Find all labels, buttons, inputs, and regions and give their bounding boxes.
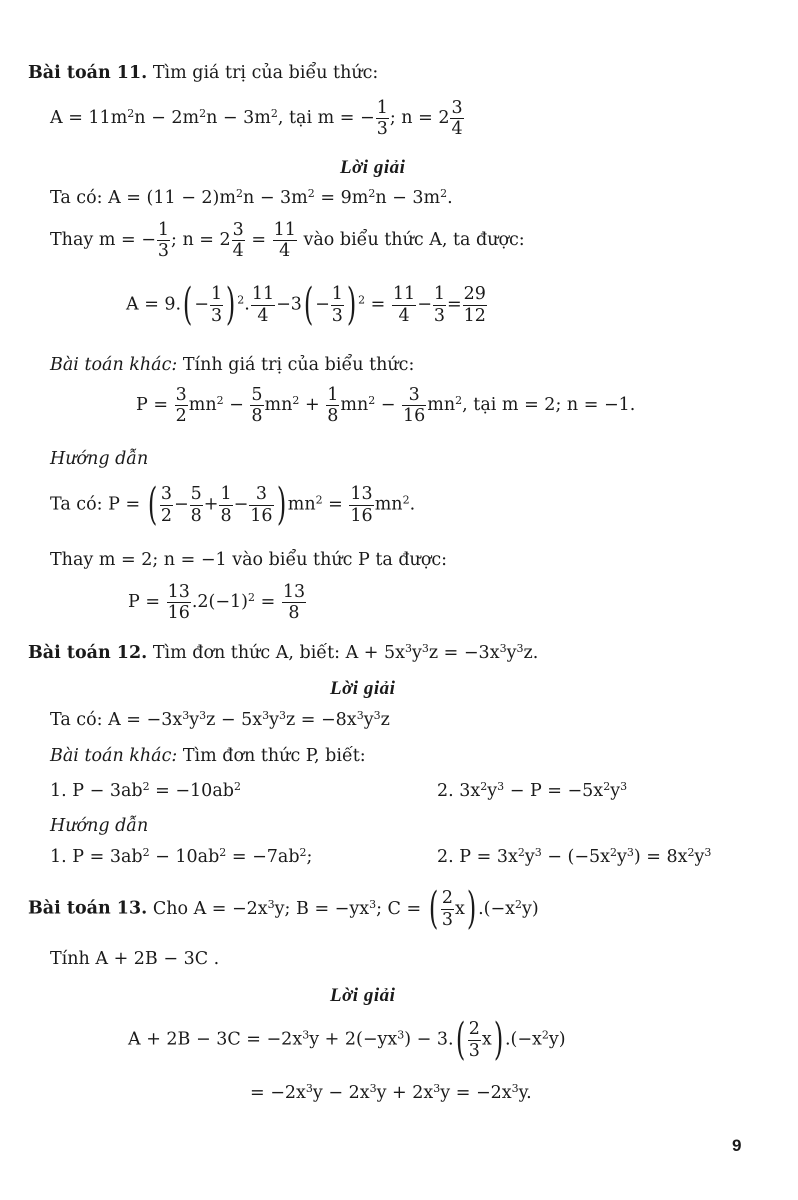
problem-11-other-header — [50, 357, 414, 375]
problem-11-p-substitution: Thay m = 2; n = −1 vào biểu thức P ta được: — [50, 550, 448, 570]
problem-12-question-1: 1. $P - 3ab^2 = -10ab^2$ — [50, 779, 241, 801]
problem-12-prompt-text: Tìm đơn thức A, biết: $A + 5x^3y^3z = -3x^3y^3z$. — [152, 641, 539, 663]
problem-13-solution-heading: Lời giải — [330, 985, 396, 1006]
problem-13-task: Tính A + 2B − 3C . — [50, 949, 220, 969]
problem-11-title: Bài toán 11. — [28, 63, 148, 83]
problem-12-other-header — [50, 748, 366, 766]
problem-11-substitution: Thay m = − $\frac{1}{3}$ ; n = 2 $\frac{3}{4}$ = $\frac{11}{4}$ vào biểu thức A, ta được: — [50, 220, 525, 262]
problem-11-result: A = 9.( − $\frac{1}{3}$ ) $^2$. $\frac{11}{4}$ −3( − $\frac{1}{3}$ ) $^2$ = $\frac{11}{4}$ − $\frac{1}{3}$ = $\frac{29}{12}$ — [126, 279, 486, 330]
problem-12-other-prompt: Tìm đơn thức P, biết: — [182, 746, 366, 766]
problem-13-line-1: $A + 2B - 3C = -2x^3y + 2(-yx^3) - 3$.( $\frac{2}{3}$ x) $.(-x^2y)$ — [128, 1014, 566, 1065]
problem-11-solution-heading: Lời giải — [340, 157, 406, 178]
problem-13-header — [28, 883, 539, 934]
problem-11-other-label: Bài toán khác: — [50, 355, 178, 375]
problem-11-p-expression: P = $\frac{3}{2}$ $mn^2$ − $\frac{5}{8}$ $mn^2$ + $\frac{1}{8}$ $mn^2$ − $\frac{3}{16}$ $mn^2$, tại m = 2; n = −1. — [136, 385, 636, 427]
page-number: 9 — [732, 1136, 742, 1155]
problem-11-p-result: P = $\frac{13}{16}$ $.2(-1)^2$ = $\frac{13}{8}$ — [128, 582, 306, 624]
problem-11-header — [28, 65, 378, 83]
problem-13-title: Bài toán 13. — [28, 898, 148, 919]
problem-12-other-label: Bài toán khác: — [50, 746, 178, 766]
problem-12-answer-2: 2. $P = 3x^2y^3 - (-5x^2y^3) = 8x^2y^3$ — [437, 845, 712, 867]
problem-12-solution-heading: Lời giải — [330, 678, 396, 699]
problem-11-p-step: Ta có: P = ( $\frac{3}{2}$ − $\frac{5}{8}$ + $\frac{1}{8}$ − $\frac{3}{16}$ ) $mn^2$ = $\frac{13}{16}$ $mn^2$. — [50, 479, 416, 530]
problem-11-other-prompt: Tính giá trị của biểu thức: — [182, 355, 415, 375]
problem-12-guide-heading: Hướng dẫn — [50, 816, 149, 836]
problem-11-step-1: Ta có: $A = (11 - 2)m^2n - 3m^2 = 9m^2n - 3m^2$. — [50, 186, 453, 208]
problem-12-answer-1: 1. $P = 3ab^2 - 10ab^2 = -7ab^2$; — [50, 845, 313, 867]
problem-12-question-2: 2. $3x^2y^3 - P = -5x^2y^3$ — [437, 779, 628, 801]
problem-11-expression: $A = 11m^2n - 2m^2n - 3m^2$, tại m = − $\frac{1}{3}$ ; n = 2 $\frac{3}{4}$ — [50, 98, 463, 140]
problem-13-prompt-text: Cho $A = -2x^3y$; $B = -yx^3$; C = ( $\frac{2}{3}$ x) $.(-x^2y)$ — [152, 883, 539, 934]
problem-12-header — [28, 641, 539, 663]
problem-11-prompt: Tìm giá trị của biểu thức: — [152, 63, 379, 83]
problem-13-line-2: = $-2x^3y - 2x^3y + 2x^3y = -2x^3y$. — [250, 1081, 532, 1103]
problem-12-title: Bài toán 12. — [28, 643, 148, 663]
problem-11-guide-heading: Hướng dẫn — [50, 449, 149, 469]
problem-12-step-1: Ta có: $A = -3x^3y^3z - 5x^3y^3z = -8x^3y^3z$ — [50, 708, 390, 730]
